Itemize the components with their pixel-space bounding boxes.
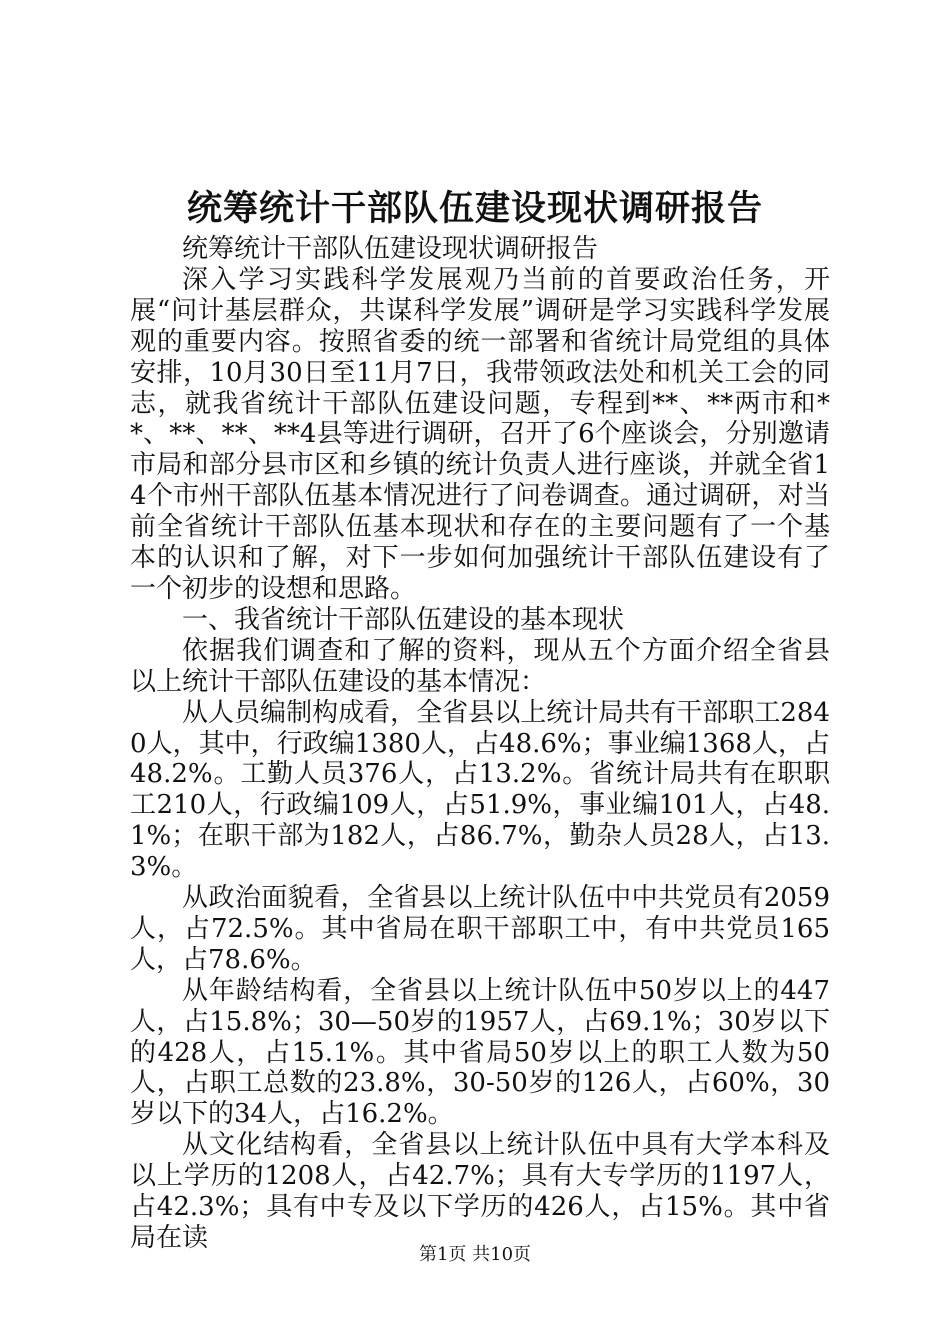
- staffing-paragraph: 从人员编制构成看，全省县以上统计局共有干部职工2840人，其中，行政编1380人，占48.6%；事业编1368人，占48.2%。工勤人员376人，占13.2%。省统计局共有在职职工210人，行政编109人，占51.9%，事业编101人，占48.1%；在职干部为182人，占86.7%，勤杂人员28人，占13.3%。: [130, 697, 830, 883]
- section-intro-paragraph: 依据我们调查和了解的资料，现从五个方面介绍全省县以上统计干部队伍建设的基本情况：: [130, 635, 830, 697]
- page-footer: 第1页 共10页: [418, 1244, 532, 1265]
- document-body: [130, 234, 830, 1254]
- political-paragraph: 从政治面貌看，全省县以上统计队伍中中共党员有2059人，占72.5%。其中省局在职干部职工中，有中共党员165人，占78.6%。: [130, 883, 830, 975]
- subtitle-paragraph: 统筹统计干部队伍建设现状调研报告: [182, 234, 599, 264]
- education-paragraph: 从文化结构看，全省县以上统计队伍中具有大学本科及以上学历的1208人，占42.7%；具有大专学历的1197人，占42.3%；具有中专及以下学历的426人，占15%。其中省局在读: [130, 1130, 830, 1253]
- document-title: 统筹统计干部队伍建设现状调研报告: [186, 188, 763, 229]
- section-heading: 一、我省统计干部队伍建设的基本现状: [182, 604, 625, 635]
- intro-paragraph: 深入学习实践科学发展观乃当前的首要政治任务，开展“问计基层群众，共谋科学发展”调研是学习实践科学发展观的重要内容。按照省委的统一部署和省统计局党组的具体安排，10月30日至11月7日，我带领政法处和机关工会的同志，就我省统计干部队伍建设问题，专程到**、**两市和**、**、**、**4县等进行调研，召开了6个座谈会，分别邀请市局和部分县市区和乡镇的统计负责人进行座谈，并就全省14个市州干部队伍基本情况进行了问卷调查。通过调研，对当前全省统计干部队伍基本现状和存在的主要问题有了一个基本的认识和了解，对下一步如何加强统计干部队伍建设有了一个初步的设想和思路。: [130, 264, 830, 604]
- age-paragraph: 从年龄结构看，全省县以上统计队伍中50岁以上的447人，占15.8%；30—50岁的1957人，占69.1%；30岁以下的428人，占15.1%。其中省局50岁以上的职工人数为50人，占职工总数的23.8%，30-50岁的126人，占60%，30岁以下的34人，占16.2%。: [130, 975, 830, 1130]
